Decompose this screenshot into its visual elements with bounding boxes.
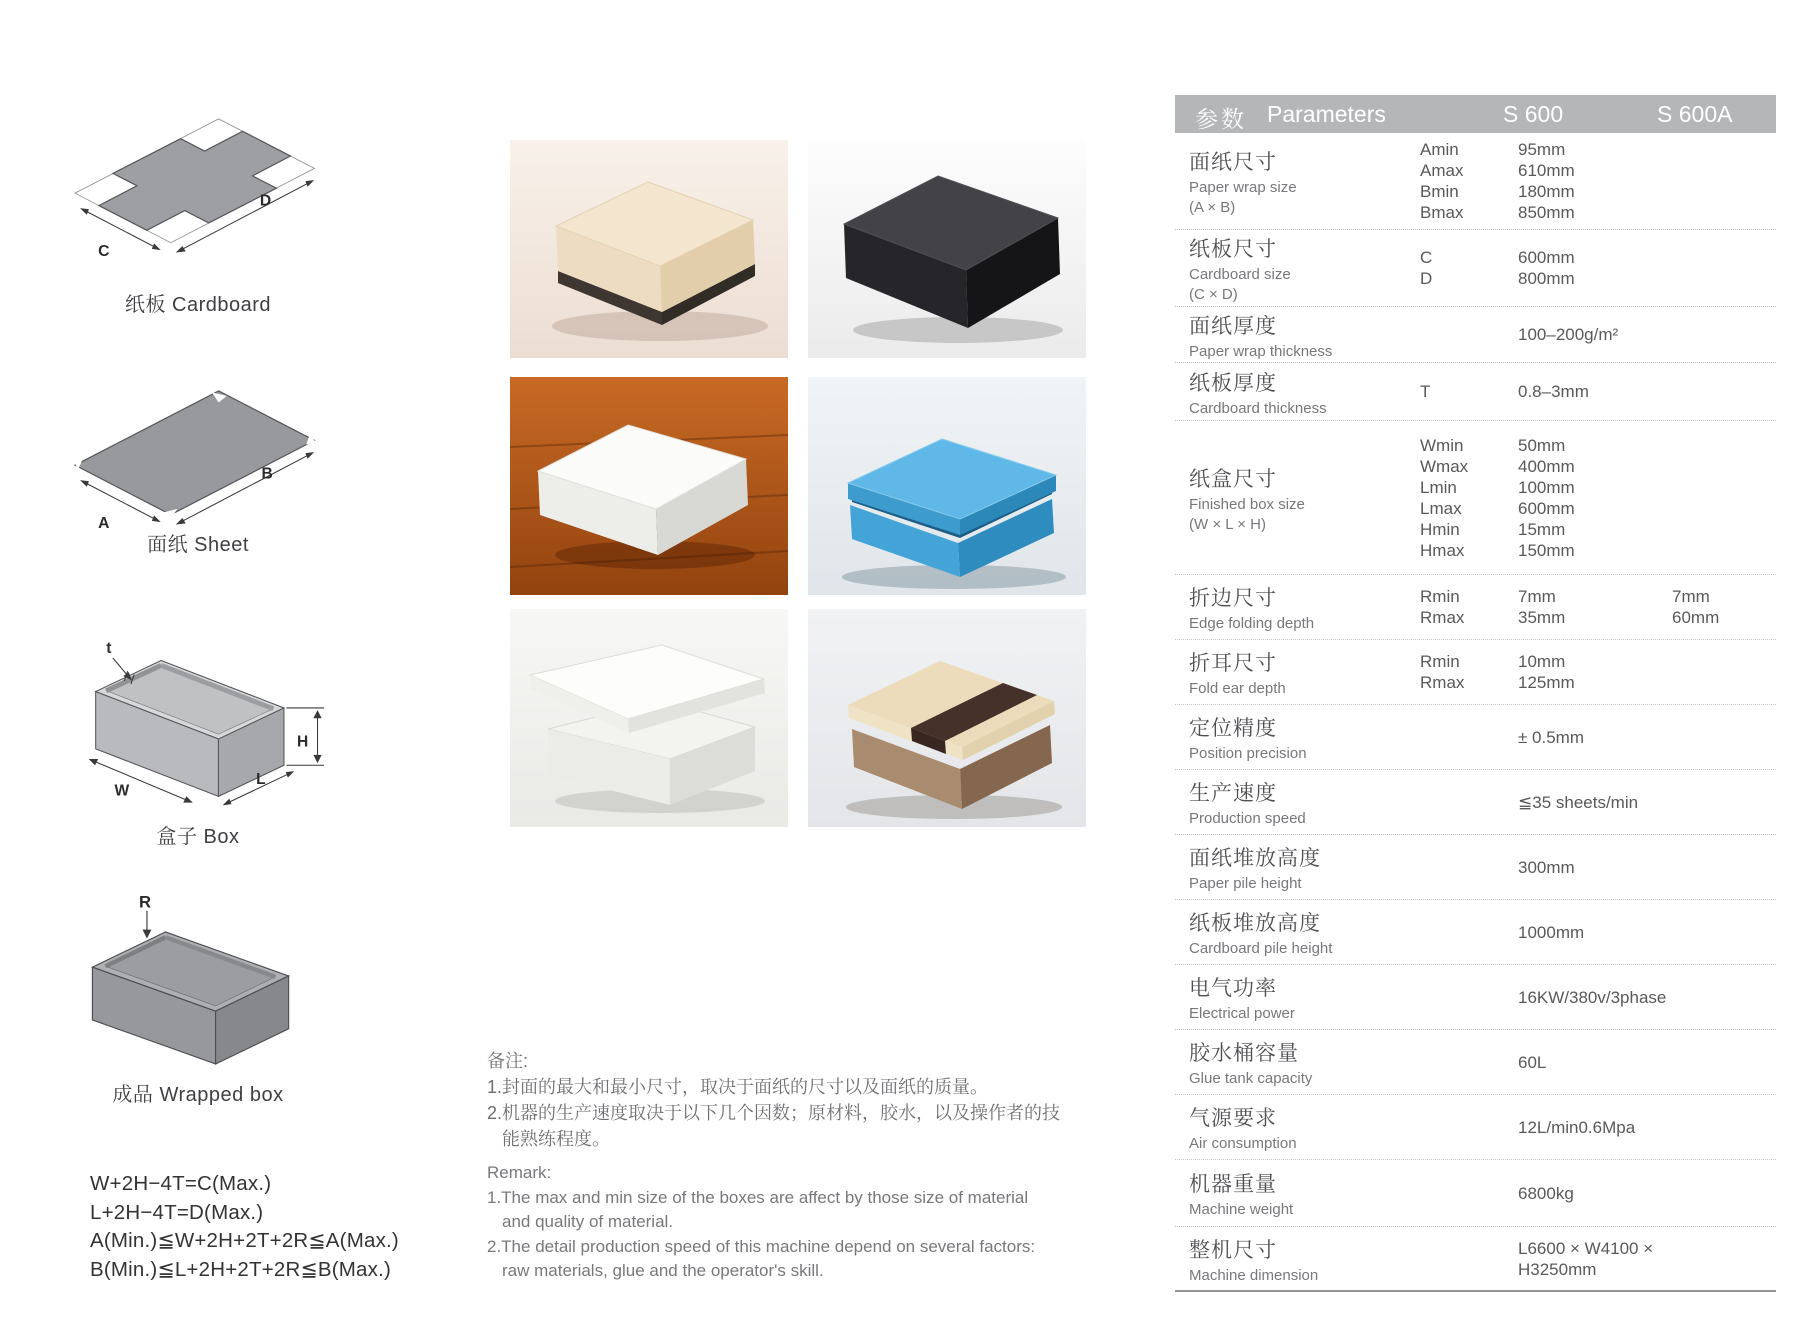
- table-header: [1175, 95, 1776, 133]
- value-s600: 6800kg: [1518, 1183, 1574, 1203]
- value-s600a: [1672, 1238, 1776, 1280]
- param-symbol: [1420, 1052, 1518, 1073]
- caption-box: 盒子 Box: [156, 826, 240, 848]
- param-symbol: T: [1420, 382, 1431, 401]
- param-symbol: D: [1420, 269, 1433, 288]
- param-symbol: [1420, 1238, 1518, 1280]
- remark-zh-line: 1.封面的最大和最小尺寸，取决于面纸的尺寸以及面纸的质量。: [487, 1077, 989, 1097]
- param-name-en: Cardboard size: [1189, 266, 1291, 283]
- formula-line: W+2H−4T=C(Max.): [90, 1172, 272, 1195]
- remark-en-line: raw materials, glue and the operator's skill.: [502, 1261, 824, 1280]
- value-s600: 12L/min0.6Mpa: [1518, 1117, 1636, 1137]
- param-name-zh: 整机尺寸: [1189, 1238, 1277, 1262]
- value-s600a: [1672, 139, 1776, 160]
- value-s600: L6600 × W4100 × H3250mm: [1518, 1238, 1654, 1279]
- table-row: [1175, 835, 1776, 900]
- param-name-sub: (A × B): [1189, 199, 1236, 216]
- parameters-table: [1175, 95, 1776, 1292]
- table-row: [1175, 133, 1776, 230]
- table-row: [1175, 1095, 1776, 1160]
- param-symbol: Wmin: [1420, 435, 1464, 455]
- remark-en-title: Remark:: [487, 1163, 552, 1182]
- formula-line: A(Min.)≦W+2H+2T+2R≦A(Max.): [90, 1229, 399, 1252]
- table-row: [1175, 900, 1776, 965]
- value-s600a: 60mm: [1672, 608, 1720, 627]
- remark-zh-line: 2.机器的生产速度取决于以下几个因数；原材料，胶水，以及操作者的技: [487, 1103, 1061, 1123]
- param-name-zh: 面纸尺寸: [1189, 151, 1277, 174]
- param-name-zh: 电气功率: [1189, 977, 1277, 1000]
- param-symbol: [1420, 857, 1518, 878]
- param-symbol: [1420, 1117, 1518, 1138]
- sheet-shape: [73, 391, 316, 519]
- param-name-zh: 纸板尺寸: [1189, 238, 1277, 261]
- param-name-en: Fold ear depth: [1189, 680, 1286, 697]
- param-symbol: Hmax: [1420, 540, 1465, 560]
- value-s600a: [1672, 792, 1776, 813]
- value-s600: 100mm: [1518, 477, 1575, 497]
- param-name-en: Glue tank capacity: [1189, 1070, 1313, 1087]
- dim-label-l: L: [256, 771, 266, 789]
- param-name-sub: (W × L × H): [1189, 515, 1266, 533]
- value-s600a: [1672, 987, 1776, 1008]
- table-row: [1175, 1227, 1776, 1292]
- param-name-zh: 纸板堆放高度: [1189, 912, 1321, 935]
- value-s600a: [1672, 1117, 1776, 1138]
- table-row: [1175, 1030, 1776, 1095]
- wrapped-box-diagram: [48, 895, 348, 1071]
- value-s600: 10mm: [1518, 652, 1566, 671]
- caption-wrapped-box: 成品 Wrapped box: [112, 1084, 284, 1106]
- param-name-zh: 折耳尺寸: [1189, 652, 1277, 675]
- value-s600a: [1672, 477, 1776, 498]
- param-symbol: [1420, 727, 1518, 748]
- table-row: [1175, 575, 1776, 640]
- value-s600a: [1672, 519, 1776, 540]
- caption-cardboard: 纸板 Cardboard: [124, 294, 272, 316]
- value-s600: 35mm: [1518, 608, 1566, 627]
- param-symbol: Amax: [1420, 161, 1464, 180]
- value-s600: 1000mm: [1518, 922, 1585, 942]
- dim-label-r: R: [139, 895, 152, 912]
- param-symbol: [1420, 922, 1518, 943]
- formula-line: B(Min.)≦L+2H+2T+2R≦B(Max.): [90, 1257, 392, 1281]
- param-symbol: Hmin: [1420, 519, 1460, 539]
- value-s600: 180mm: [1518, 182, 1575, 201]
- param-symbol: [1420, 1183, 1518, 1204]
- param-symbol: Rmin: [1420, 587, 1460, 606]
- table-row: [1175, 640, 1776, 705]
- param-name-en: Cardboard pile height: [1189, 940, 1333, 957]
- value-s600: 600mm: [1518, 248, 1575, 267]
- dim-label-t: t: [106, 640, 112, 658]
- table-row: [1175, 770, 1776, 835]
- param-name-en: Paper pile height: [1189, 875, 1302, 892]
- param-name-en: Machine dimension: [1189, 1266, 1319, 1284]
- param-name-zh: 机器重量: [1189, 1173, 1277, 1196]
- table-row: [1175, 230, 1776, 307]
- param-name-zh: 面纸堆放高度: [1189, 847, 1321, 870]
- dim-label-d: D: [259, 192, 272, 210]
- dim-label-c: C: [98, 242, 110, 260]
- remark-en-line: 2.The detail production speed of this machine depend on several factors:: [487, 1236, 1036, 1256]
- value-s600a: [1672, 540, 1776, 561]
- value-s600a: [1672, 324, 1776, 345]
- remark-zh-line: 能熟练程度。: [502, 1129, 610, 1149]
- value-s600: 60L: [1518, 1052, 1547, 1072]
- value-s600: 7mm: [1518, 587, 1556, 606]
- param-name-en: Electrical power: [1189, 1005, 1295, 1022]
- dim-label-b: B: [261, 465, 273, 483]
- value-s600: 16KW/380v/3phase: [1518, 987, 1667, 1007]
- box-diagram: [48, 640, 348, 816]
- value-s600a: [1672, 922, 1776, 943]
- value-s600a: [1672, 651, 1776, 672]
- value-s600: 600mm: [1518, 498, 1575, 518]
- param-symbol: Lmin: [1420, 477, 1457, 497]
- value-s600: 150mm: [1518, 540, 1575, 560]
- param-name-zh: 折边尺寸: [1189, 587, 1277, 610]
- param-symbol: [1420, 324, 1518, 345]
- dim-label-w: W: [114, 782, 130, 800]
- remark-zh-title: 备注:: [487, 1051, 529, 1071]
- table-row: [1175, 705, 1776, 770]
- dim-label-h: H: [297, 733, 309, 751]
- value-s600: 50mm: [1518, 435, 1566, 455]
- value-s600: 0.8–3mm: [1518, 382, 1589, 401]
- param-name-en: Machine weight: [1189, 1201, 1294, 1218]
- value-s600: 800mm: [1518, 269, 1575, 288]
- value-s600: 850mm: [1518, 203, 1575, 222]
- value-s600: 300mm: [1518, 857, 1575, 877]
- formula-line: L+2H−4T=D(Max.): [90, 1200, 264, 1224]
- value-s600: 95mm: [1518, 140, 1566, 159]
- param-name-en: Position precision: [1189, 745, 1307, 762]
- sheet-diagram: [48, 362, 348, 537]
- size-formulas: [90, 1170, 399, 1284]
- remark-zh: [487, 1048, 1061, 1152]
- value-s600: 15mm: [1518, 519, 1566, 539]
- param-symbol: Wmax: [1420, 456, 1469, 476]
- param-symbol: Rmax: [1420, 673, 1465, 692]
- caption-sheet: 面纸 Sheet: [147, 534, 249, 556]
- photo-black-box: [808, 140, 1086, 358]
- header-model-s600a: S 600A: [1657, 101, 1733, 127]
- photo-white-box-on-wood: [510, 377, 788, 595]
- header-title-en: Parameters: [1267, 101, 1386, 127]
- value-s600a: 7mm: [1672, 587, 1710, 606]
- param-name-sub: (C × D): [1189, 286, 1238, 303]
- table-row: [1175, 1160, 1776, 1227]
- value-s600: 100–200g/m²: [1518, 325, 1619, 344]
- value-s600: 125mm: [1518, 673, 1575, 692]
- param-name-en: Cardboard thickness: [1189, 399, 1327, 417]
- remark-en-line: 1.The max and min size of the boxes are affect by those size of material: [487, 1187, 1029, 1207]
- value-s600a: [1672, 672, 1776, 693]
- value-s600a: [1672, 181, 1776, 202]
- param-name-zh: 面纸厚度: [1189, 314, 1277, 338]
- value-s600a: [1672, 247, 1776, 268]
- param-symbol: Bmax: [1420, 203, 1464, 222]
- header-title-zh: 参数: [1195, 106, 1247, 132]
- value-s600: ≦35 sheets/min: [1518, 792, 1639, 812]
- value-s600a: [1672, 381, 1776, 402]
- cardboard-diagram: [48, 90, 348, 265]
- param-symbol: Rmax: [1420, 608, 1465, 627]
- photo-cream-box: [510, 140, 788, 358]
- table-row: [1175, 363, 1776, 421]
- value-s600a: [1672, 435, 1776, 456]
- remark-en-line: and quality of material.: [502, 1212, 674, 1231]
- value-s600a: [1672, 1052, 1776, 1073]
- table-row: [1175, 965, 1776, 1030]
- param-symbol: [1420, 987, 1518, 1008]
- value-s600a: [1672, 727, 1776, 748]
- value-s600a: [1672, 456, 1776, 477]
- param-symbol: Lmax: [1420, 498, 1462, 518]
- param-symbol: C: [1420, 248, 1433, 267]
- value-s600a: [1672, 1183, 1776, 1204]
- value-s600: 400mm: [1518, 456, 1575, 476]
- param-name-zh: 纸板厚度: [1189, 371, 1277, 395]
- param-name-zh: 纸盒尺寸: [1189, 467, 1277, 491]
- table-row: [1175, 421, 1776, 575]
- value-s600a: [1672, 857, 1776, 878]
- photo-blue-box: [808, 377, 1086, 595]
- param-symbol: [1420, 792, 1518, 813]
- value-s600a: [1672, 498, 1776, 519]
- param-symbol: Bmin: [1420, 182, 1459, 201]
- r-dimension-arrow: [143, 911, 150, 937]
- value-s600a: [1672, 160, 1776, 181]
- value-s600: 610mm: [1518, 161, 1575, 180]
- param-name-en: Edge folding depth: [1189, 615, 1315, 632]
- param-name-en: Production speed: [1189, 810, 1306, 827]
- remark-en: [487, 1161, 1036, 1284]
- header-model-s600: S 600: [1503, 101, 1564, 127]
- wrapped-box-shape: [92, 932, 288, 1064]
- param-name-en: Air consumption: [1189, 1135, 1297, 1152]
- param-name-zh: 气源要求: [1189, 1107, 1277, 1130]
- remark-block: [487, 1048, 1061, 1284]
- dim-label-a: A: [98, 514, 110, 532]
- value-s600: ± 0.5mm: [1518, 727, 1585, 747]
- value-s600a: [1672, 268, 1776, 289]
- param-name-zh: 定位精度: [1189, 717, 1277, 740]
- photo-brown-box: [808, 609, 1086, 827]
- param-name-en: Finished box size: [1189, 495, 1305, 513]
- param-symbol: Amin: [1420, 140, 1459, 159]
- param-name-zh: 胶水桶容量: [1189, 1042, 1299, 1065]
- param-symbol: Rmin: [1420, 652, 1460, 671]
- value-s600a: [1672, 202, 1776, 223]
- table-row: [1175, 307, 1776, 363]
- param-name-zh: 生产速度: [1189, 782, 1277, 805]
- param-name-en: Paper wrap thickness: [1189, 342, 1333, 360]
- photo-white-box-lid-ajar: [510, 609, 788, 827]
- param-name-en: Paper wrap size: [1189, 179, 1297, 196]
